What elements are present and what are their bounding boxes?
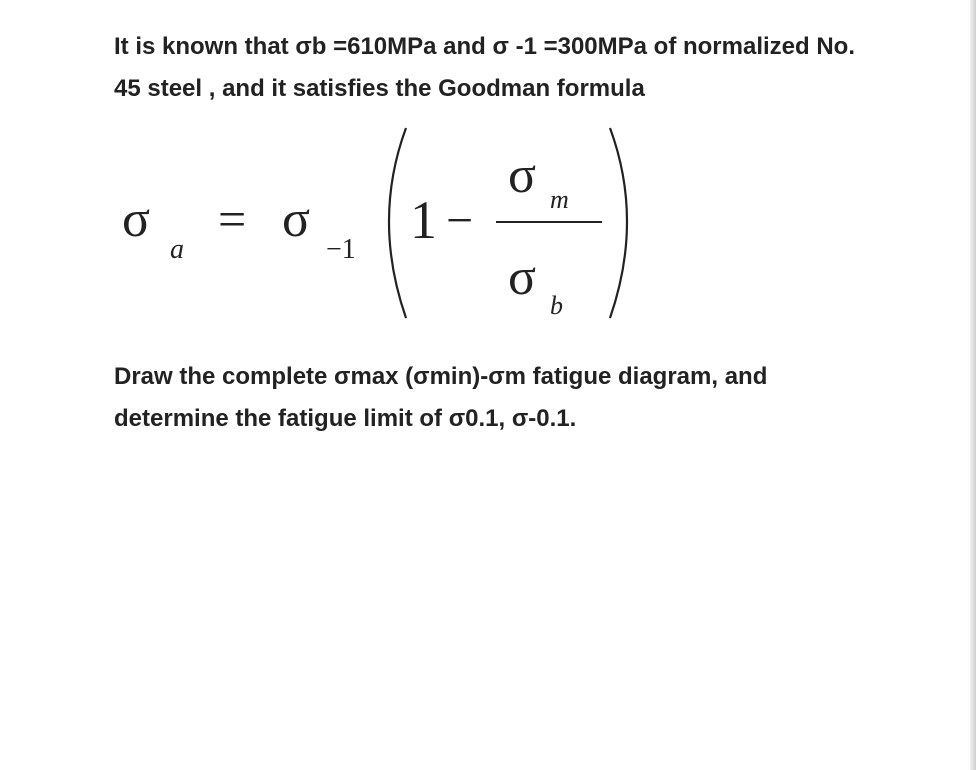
formula-one: 1 (410, 190, 437, 250)
formula-lhs-sigma: σ (122, 191, 151, 248)
formula-denominator-subscript: b (550, 291, 563, 320)
window-right-edge (970, 0, 976, 770)
problem-intro (114, 26, 944, 110)
formula-rhs-sigma: σ (282, 191, 311, 248)
formula-right-paren (610, 128, 627, 318)
formula-lhs-subscript: a (170, 234, 184, 265)
formula-minus: − (446, 194, 474, 247)
formula-numerator-subscript: m (550, 185, 569, 214)
intro-line-2: 45 steel , and it satisfies the Goodman formula (114, 75, 645, 102)
formula-denominator-sigma: σ (508, 249, 537, 306)
question-line-1: Draw the complete σmax (σmin)-σm fatigue diagram, and (114, 363, 768, 390)
problem-question (114, 356, 944, 440)
formula-left-paren (389, 128, 406, 318)
formula-numerator-sigma: σ (508, 147, 537, 204)
goodman-formula (110, 118, 650, 328)
formula-equals: = (218, 191, 247, 247)
formula-rhs-subscript: −1 (326, 234, 356, 265)
intro-line-1: It is known that σb =610MPa and σ -1 =300MPa of normalized No. (114, 33, 855, 60)
question-line-2: determine the fatigue limit of σ0.1, σ-0.1. (114, 405, 577, 432)
